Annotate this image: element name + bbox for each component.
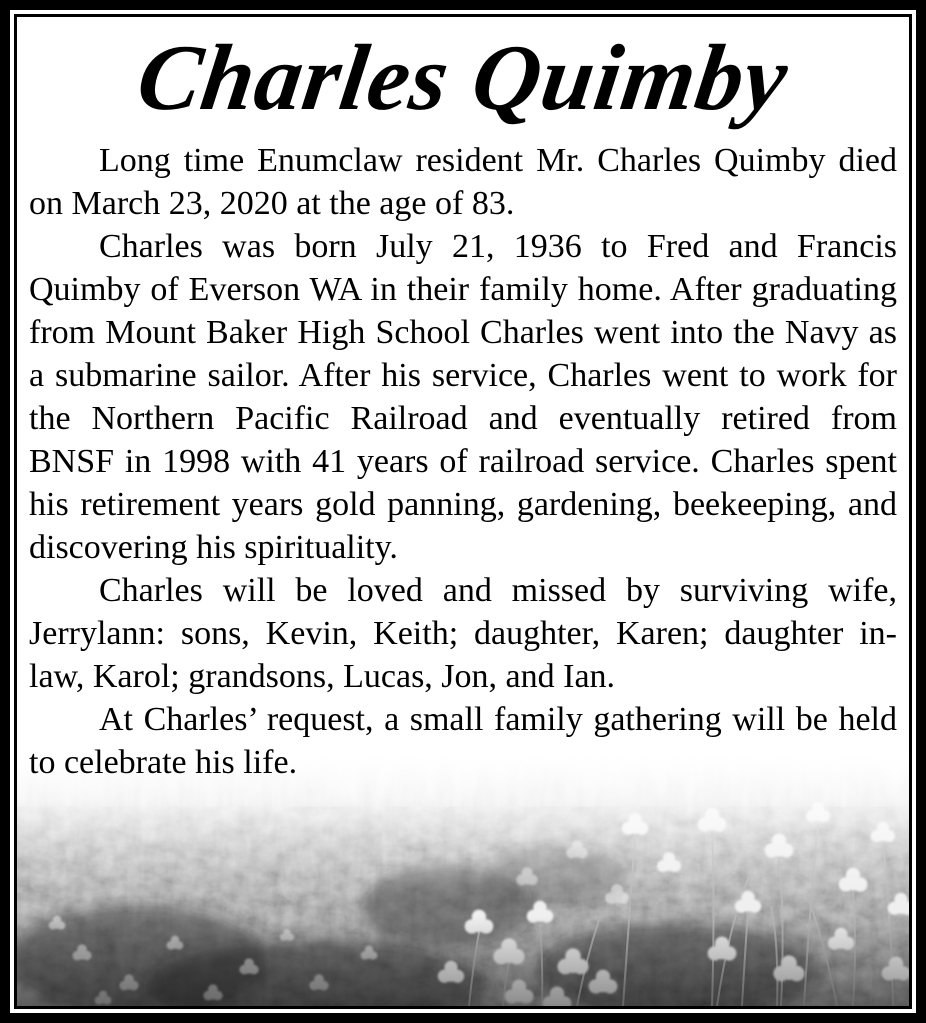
obituary-title: Charles Quimby: [131, 26, 795, 130]
paragraph-life-story: Charles was born July 21, 1936 to Fred and Francis Quimby of Everson WA in their family home. After graduating from Mount Baker High School Charles went into the Navy as a submarine sailor. After his service, Charles went to work for the Northern Pacific Railroad and eventually retired from BNSF in 1998 with 41 years of railroad service. Charles spent his retirement years gold panning, gardening, beekeeping, and discovering his spirituality.: [29, 228, 897, 566]
obituary-text: [29, 139, 897, 784]
paragraph-survivors: Charles will be loved and missed by surviving wife, Jerrylann: sons, Kevin, Keith; daughter, Karen; daughter in-law, Karol; grandsons, Lucas, Jon, and Ian.: [29, 572, 897, 695]
wildflower-meadow-photo: [17, 756, 909, 1006]
inner-frame: [14, 14, 912, 1009]
paragraph-death-notice: Long time Enumclaw resident Mr. Charles Quimby died on March 23, 2020 at the age of 83.: [29, 142, 897, 222]
paragraph-gathering: At Charles’ request, a small family gathering will be held to celebrate his life.: [29, 701, 897, 781]
